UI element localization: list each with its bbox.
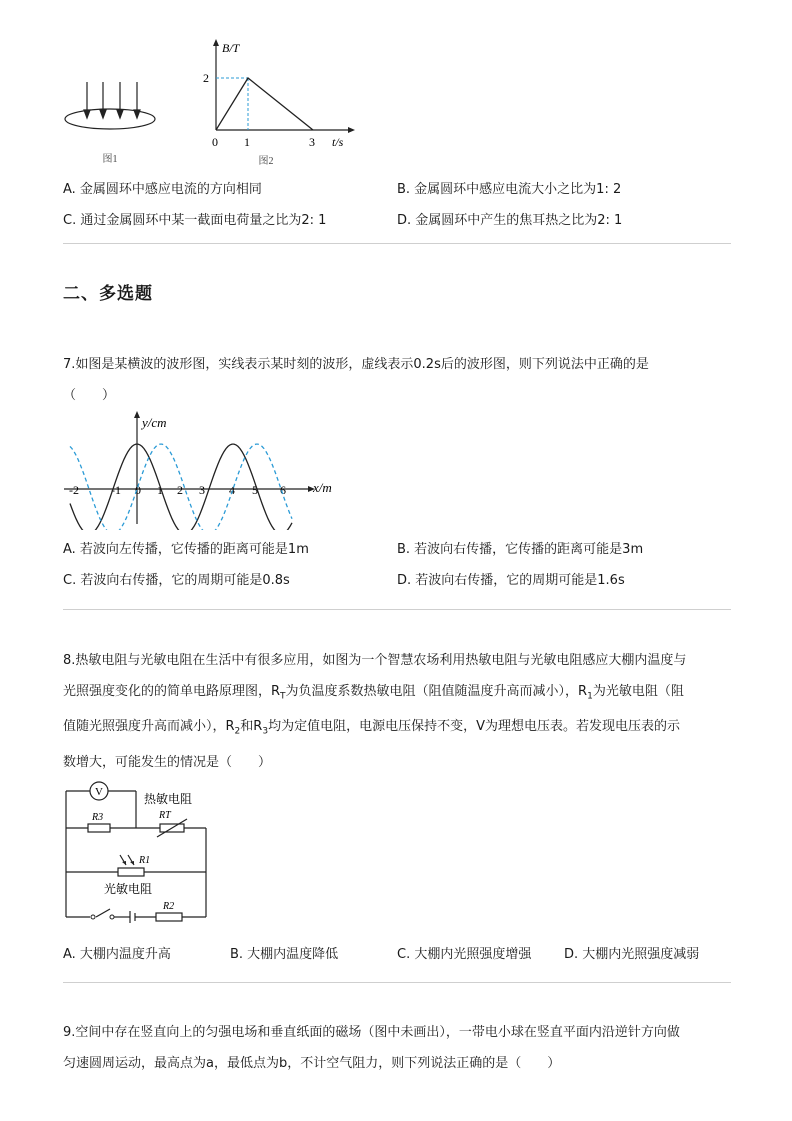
- fig2-ylabel: B/T: [222, 41, 240, 55]
- q8-text: 为负温度系数热敏电阻（阻值随温度升高而减小），R: [285, 684, 588, 699]
- q6-figure-2: [196, 38, 356, 170]
- wave-xtick: 6: [280, 483, 286, 497]
- q8-option-c[interactable]: C. 大棚内光照强度增强: [397, 947, 532, 962]
- wave-xtick: 3: [199, 483, 205, 497]
- r1-label: R1: [139, 855, 151, 866]
- wave-xtick: -2: [69, 483, 79, 497]
- q8-stem-line-3: [63, 720, 680, 739]
- b-t-curve: [216, 78, 313, 130]
- q8-text: 为光敏电阻（阻: [592, 684, 684, 699]
- q7-option-d[interactable]: D. 若波向右传播，它的周期可能是1.6s: [397, 573, 625, 588]
- q7-option-b[interactable]: B. 若波向右传播，它传播的距离可能是3m: [397, 542, 644, 557]
- q8-text: 均为定值电阻，电源电压保持不变，V为理想电压表。若发现电压表的示: [268, 719, 680, 734]
- q8-text: 光照强度变化的的简单电路原理图，R: [63, 684, 281, 699]
- fig2-xtick-0: 0: [212, 135, 218, 149]
- wave-xtick: 2: [177, 483, 183, 497]
- fig2-caption: 图2: [258, 156, 274, 167]
- q6-option-b[interactable]: B. 金属圆环中感应电流大小之比为1: 2: [397, 182, 622, 197]
- q8-sub: 2: [234, 726, 241, 737]
- wave-xtick: 5: [252, 483, 258, 497]
- fig2-xlabel: t/s: [332, 135, 344, 149]
- divider: [63, 982, 731, 983]
- q8-stem-line-1: 8.热敏电阻与光敏电阻在生活中有很多应用，如图为一个智慧农场利用热敏电阻与光敏电阻感应大棚内温度与: [63, 653, 687, 668]
- thermistor-label: 热敏电阻: [144, 792, 193, 806]
- wave-xtick: -1: [111, 483, 121, 497]
- section-title: 二、多选题: [63, 284, 153, 304]
- voltmeter-label: V: [95, 786, 103, 798]
- fig2-xtick-1: 1: [244, 135, 250, 149]
- q8-stem-line-2: [63, 685, 684, 704]
- q8-option-d[interactable]: D. 大棚内光照强度减弱: [564, 947, 700, 962]
- q7-option-c[interactable]: C. 若波向右传播，它的周期可能是0.8s: [63, 573, 290, 588]
- fig1-caption: 图1: [102, 154, 118, 165]
- fig2-xtick-3: 3: [309, 135, 315, 149]
- q8-sub: 1: [587, 691, 593, 702]
- q6-option-d[interactable]: D. 金属圆环中产生的焦耳热之比为2: 1: [397, 213, 623, 228]
- r2-label: R2: [163, 901, 175, 912]
- wave-xtick: 0: [135, 483, 141, 497]
- q8-option-a[interactable]: A. 大棚内温度升高: [63, 947, 171, 962]
- r3-label: R3: [92, 812, 104, 823]
- wave-ylabel: y/cm: [142, 415, 167, 430]
- q8-text: 值随光照强度升高而减小），R: [63, 719, 235, 734]
- rt-label: RT: [159, 810, 171, 821]
- q8-circuit-diagram: [60, 778, 220, 928]
- q7-wave-graph: [60, 410, 350, 530]
- q9-stem-line-2: 匀速圆周运动，最高点为a，最低点为b，不计空气阻力，则下列说法正确的是（ ）: [63, 1056, 561, 1071]
- q8-sub: 3: [262, 726, 269, 737]
- q8-option-b[interactable]: B. 大棚内温度降低: [230, 947, 339, 962]
- divider: [63, 243, 731, 244]
- wave-xlabel: x/m: [313, 480, 332, 495]
- wave-xtick: 1: [157, 483, 163, 497]
- q7-stem: 7.如图是某横波的波形图，实线表示某时刻的波形，虚线表示0.2s后的波形图，则下列说法中正确的是: [63, 357, 649, 372]
- q8-sub: T: [280, 691, 286, 702]
- q6-figure-1: [60, 78, 160, 168]
- q8-text: 和R: [240, 719, 263, 734]
- divider: [63, 609, 731, 610]
- q7-option-a[interactable]: A. 若波向左传播，它传播的距离可能是1m: [63, 542, 309, 557]
- wave-xtick: 4: [229, 483, 235, 497]
- q6-option-c[interactable]: C. 通过金属圆环中某一截面电荷量之比为2: 1: [63, 213, 327, 228]
- fig2-ytick: 2: [203, 71, 209, 85]
- photoresistor-label: 光敏电阻: [104, 882, 153, 896]
- q8-stem-line-4: 数增大，可能发生的情况是（ ）: [63, 755, 272, 770]
- q7-paren: （ ）: [63, 388, 116, 403]
- q6-option-a[interactable]: A. 金属圆环中感应电流的方向相同: [63, 182, 262, 197]
- q9-stem-line-1: 9.空间中存在竖直向上的匀强电场和垂直纸面的磁场（图中未画出），一带电小球在竖直平面内沿逆针方向做: [63, 1025, 680, 1040]
